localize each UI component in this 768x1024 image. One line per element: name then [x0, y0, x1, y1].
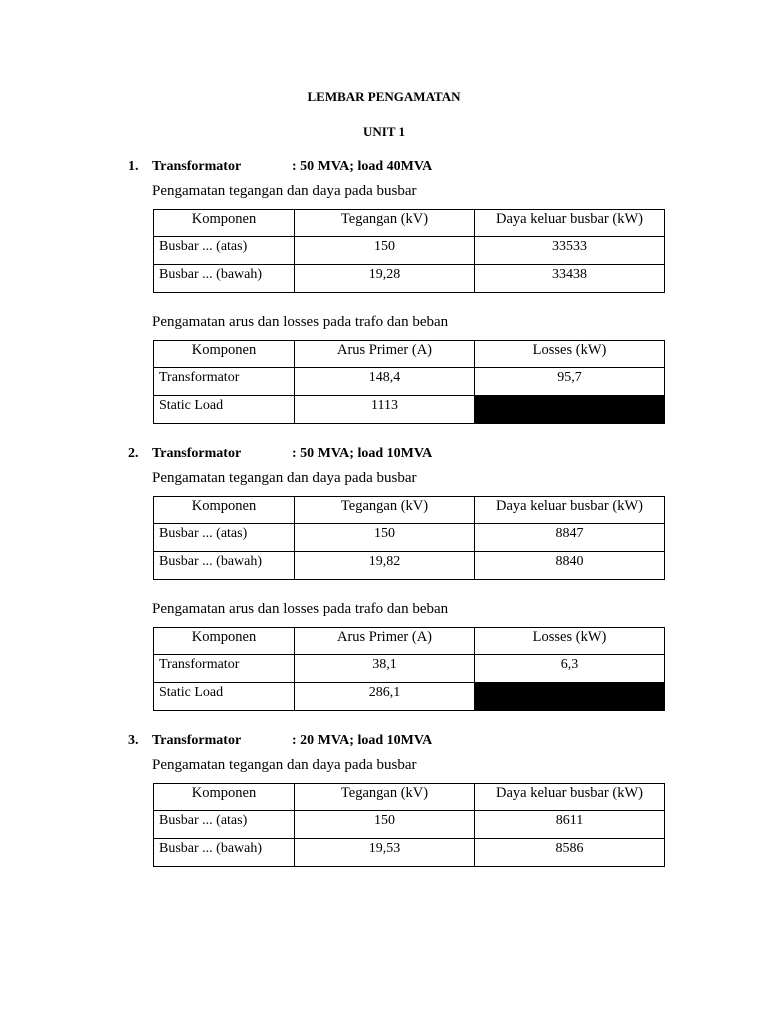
voltage-table-caption: Pengamatan tegangan dan daya pada busbar [152, 757, 417, 773]
voltage-table-caption: Pengamatan tegangan dan daya pada busbar [152, 183, 417, 199]
table-row [154, 265, 665, 293]
table-cell: 150 [295, 524, 475, 552]
table-cell: Busbar ... (atas) [154, 524, 295, 552]
header-cell: Losses (kW) [475, 628, 665, 655]
table-header-row [154, 628, 665, 655]
current-table-caption: Pengamatan arus dan losses pada trafo dan beban [152, 314, 449, 330]
table-cell: Static Load [154, 683, 295, 711]
voltage-table [153, 209, 665, 293]
header-cell: Losses (kW) [475, 341, 665, 368]
section-label: Transformator [152, 446, 242, 461]
table-row [154, 552, 665, 580]
table-cell: 19,53 [295, 839, 475, 867]
table-header-row [154, 210, 665, 237]
table-cell: Busbar ... (atas) [154, 237, 295, 265]
header-cell: Tegangan (kV) [295, 497, 475, 524]
section-label: Transformator [152, 159, 242, 174]
section-number: 1. [128, 159, 139, 174]
current-table-caption: Pengamatan arus dan losses pada trafo dan beban [152, 601, 449, 617]
table-cell: 19,82 [295, 552, 475, 580]
header-cell: Tegangan (kV) [295, 210, 475, 237]
table-cell: 33533 [475, 237, 665, 265]
header-cell: Daya keluar busbar (kW) [475, 497, 665, 524]
header-cell: Komponen [154, 210, 295, 237]
section-number: 3. [128, 733, 139, 748]
table-row [154, 839, 665, 867]
table-cell: 95,7 [475, 368, 665, 396]
table-header-row [154, 784, 665, 811]
table-cell: Busbar ... (bawah) [154, 839, 295, 867]
table-cell: Busbar ... (bawah) [154, 265, 295, 293]
table-row [154, 683, 665, 711]
header-cell: Komponen [154, 784, 295, 811]
table-cell: 8847 [475, 524, 665, 552]
table-cell: 1113 [295, 396, 475, 424]
section-spec: : 50 MVA; load 10MVA [292, 446, 433, 461]
table-cell: 38,1 [295, 655, 475, 683]
table-cell: 150 [295, 237, 475, 265]
table-cell: 6,3 [475, 655, 665, 683]
table-cell: Busbar ... (bawah) [154, 552, 295, 580]
table-cell: 150 [295, 811, 475, 839]
voltage-table [153, 783, 665, 867]
table-row [154, 524, 665, 552]
header-cell: Komponen [154, 628, 295, 655]
table-row [154, 396, 665, 424]
document-unit: UNIT 1 [362, 124, 406, 139]
document-title: LEMBAR PENGAMATAN [307, 89, 461, 104]
header-cell: Tegangan (kV) [295, 784, 475, 811]
current-table [153, 340, 665, 424]
table-cell: Static Load [154, 396, 295, 424]
section-spec: : 20 MVA; load 10MVA [292, 733, 433, 748]
header-cell: Daya keluar busbar (kW) [475, 784, 665, 811]
section-number: 2. [128, 446, 139, 461]
table-cell: 286,1 [295, 683, 475, 711]
header-cell: Komponen [154, 341, 295, 368]
table-row [154, 655, 665, 683]
section-label: Transformator [152, 733, 242, 748]
voltage-table [153, 496, 665, 580]
table-cell: Busbar ... (atas) [154, 811, 295, 839]
table-header-row [154, 341, 665, 368]
table-cell: 8586 [475, 839, 665, 867]
table-cell: 8611 [475, 811, 665, 839]
blacked-out-cell [475, 396, 665, 424]
table-cell: 8840 [475, 552, 665, 580]
header-cell: Arus Primer (A) [295, 628, 475, 655]
table-row [154, 811, 665, 839]
header-cell: Daya keluar busbar (kW) [475, 210, 665, 237]
table-cell: Transformator [154, 655, 295, 683]
table-cell: 33438 [475, 265, 665, 293]
voltage-table-caption: Pengamatan tegangan dan daya pada busbar [152, 470, 417, 486]
table-cell: Transformator [154, 368, 295, 396]
blacked-out-cell [475, 683, 665, 711]
table-cell: 148,4 [295, 368, 475, 396]
table-row [154, 237, 665, 265]
header-cell: Arus Primer (A) [295, 341, 475, 368]
table-header-row [154, 497, 665, 524]
current-table [153, 627, 665, 711]
header-cell: Komponen [154, 497, 295, 524]
table-cell: 19,28 [295, 265, 475, 293]
section-spec: : 50 MVA; load 40MVA [292, 159, 433, 174]
table-row [154, 368, 665, 396]
